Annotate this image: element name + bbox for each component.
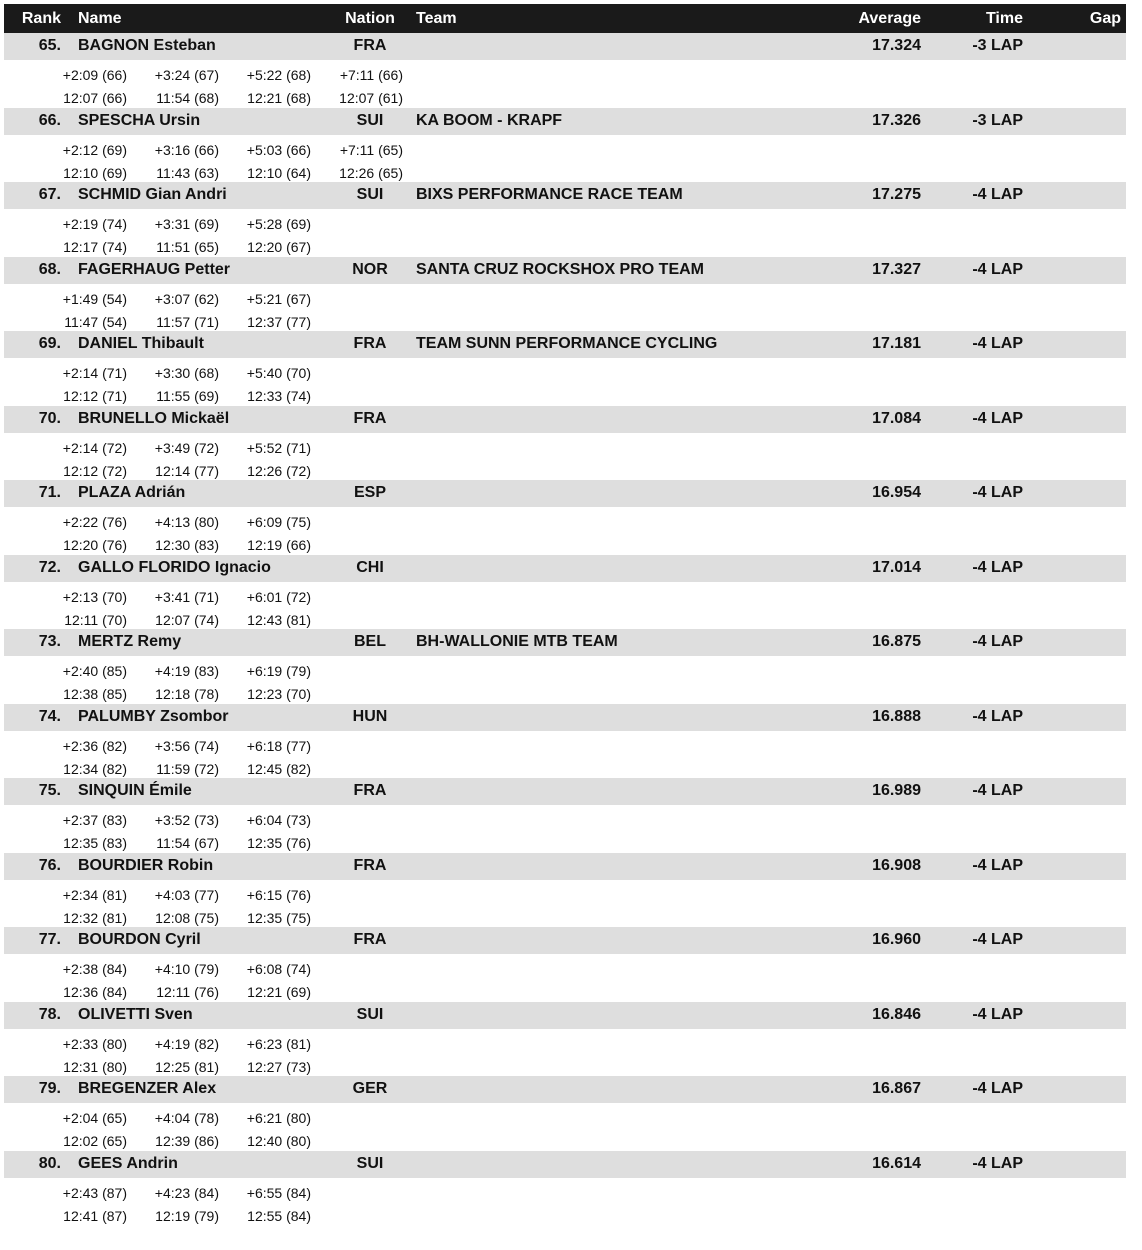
rider-summary[interactable] — [4, 778, 1126, 805]
split-lap: 12:08 (75) — [155, 909, 219, 926]
rider-rank: 69. — [38, 335, 61, 352]
split-gap: +5:40 (70) — [246, 365, 311, 381]
split-lap: 11:54 (68) — [156, 90, 219, 106]
rider-name: PLAZA Adrián — [78, 484, 186, 501]
rider-row — [4, 1151, 1126, 1226]
split-lap: 12:35 (75) — [247, 909, 311, 926]
split-lap: 12:07 (61) — [339, 90, 403, 106]
split-lap: 12:18 (78) — [155, 686, 219, 702]
rider-summary[interactable] — [4, 1076, 1126, 1103]
rider-nation: FRA — [353, 931, 387, 948]
split-gap: +4:23 (84) — [154, 1184, 219, 1201]
rider-team: TEAM SUNN PERFORMANCE CYCLING — [416, 335, 718, 352]
split-lap: 12:38 (85) — [63, 686, 127, 702]
rider-name: GALLO FLORIDO Ignacio — [78, 558, 271, 576]
split-gap: +3:52 (73) — [154, 812, 219, 828]
rider-time: -3 LAP — [972, 37, 1023, 54]
split-lap: 12:23 (70) — [247, 686, 311, 702]
split-lap: 12:21 (68) — [247, 90, 311, 106]
rider-summary[interactable] — [4, 406, 1126, 433]
split-gap: +6:23 (81) — [246, 1035, 311, 1052]
split-lap: 12:30 (83) — [155, 537, 219, 553]
rider-time: -4 LAP — [972, 1005, 1023, 1023]
rider-rank: 80. — [38, 1154, 61, 1172]
split-gap: +6:19 (79) — [246, 663, 311, 679]
rider-time: -4 LAP — [972, 931, 1023, 948]
split-lap: 12:37 (77) — [247, 313, 311, 330]
split-gap: +4:13 (80) — [154, 514, 219, 530]
split-gap: +5:21 (67) — [246, 290, 311, 307]
rider-summary[interactable] — [4, 182, 1126, 209]
split-gap: +4:04 (78) — [154, 1110, 219, 1126]
rider-average: 16.888 — [872, 707, 921, 725]
split-lap: 12:39 (86) — [155, 1133, 219, 1149]
split-gap: +6:08 (74) — [246, 961, 311, 977]
rider-time: -4 LAP — [972, 633, 1023, 650]
rider-name: BAGNON Esteban — [78, 37, 216, 54]
rider-name: BREGENZER Alex — [78, 1080, 217, 1097]
split-gap: +4:19 (83) — [154, 663, 219, 679]
header-gap[interactable]: Gap — [1089, 10, 1121, 27]
rider-average: 16.867 — [872, 1080, 921, 1097]
rider-rank: 66. — [38, 111, 61, 129]
rider-row — [4, 406, 1126, 481]
split-lap: 12:12 (71) — [63, 388, 127, 404]
split-gap: +2:40 (85) — [62, 663, 127, 679]
split-gap: +6:55 (84) — [246, 1184, 311, 1201]
rider-average: 16.954 — [872, 484, 921, 501]
split-lap: 12:12 (72) — [63, 462, 127, 479]
rider-name: PALUMBY Zsombor — [78, 707, 229, 725]
header-nation[interactable]: Nation — [345, 10, 395, 27]
rider-name: BOURDIER Robin — [78, 856, 214, 874]
rider-nation: SUI — [356, 1005, 384, 1023]
split-gap: +2:04 (65) — [62, 1110, 127, 1126]
split-gap: +2:09 (66) — [62, 67, 127, 83]
split-gap: +3:49 (72) — [154, 439, 219, 456]
split-gap: +1:49 (54) — [62, 290, 127, 307]
rider-row — [4, 704, 1126, 779]
split-lap: 12:31 (80) — [63, 1058, 127, 1075]
split-lap: 12:33 (74) — [247, 388, 311, 404]
split-gap: +4:10 (79) — [154, 961, 219, 977]
rider-nation: FRA — [353, 409, 387, 427]
rider-average: 17.275 — [872, 186, 921, 203]
rider-rank: 74. — [38, 707, 61, 725]
split-gap: +3:41 (71) — [154, 588, 219, 605]
split-lap: 12:20 (67) — [247, 239, 311, 255]
rider-summary[interactable] — [4, 853, 1126, 880]
rider-summary[interactable] — [4, 33, 1126, 60]
split-lap: 12:07 (74) — [155, 611, 219, 628]
split-gap: +3:30 (68) — [154, 365, 219, 381]
rider-nation: NOR — [352, 260, 388, 278]
rider-rank: 71. — [38, 484, 61, 501]
rider-nation: SUI — [356, 186, 384, 203]
rider-average: 16.846 — [872, 1005, 921, 1023]
rider-average: 16.875 — [872, 633, 921, 650]
rider-nation: GER — [352, 1080, 388, 1097]
split-lap: 11:59 (72) — [156, 760, 219, 777]
rider-name: GEES Andrin — [78, 1154, 178, 1172]
rider-summary[interactable] — [4, 1151, 1126, 1178]
rider-time: -3 LAP — [972, 111, 1023, 129]
rider-average: 17.014 — [872, 558, 921, 576]
table-header — [4, 4, 1126, 33]
split-lap: 12:40 (80) — [247, 1133, 311, 1149]
rider-time: -4 LAP — [972, 260, 1023, 278]
rider-team: KA BOOM - KRAPF — [416, 111, 563, 129]
rider-nation: SUI — [356, 111, 384, 129]
split-gap: +6:04 (73) — [246, 812, 311, 828]
split-gap: +2:22 (76) — [62, 514, 127, 530]
rider-time: -4 LAP — [972, 558, 1023, 576]
header-average[interactable]: Average — [858, 10, 921, 27]
split-lap: 12:41 (87) — [63, 1207, 127, 1224]
split-lap: 12:25 (81) — [155, 1058, 219, 1075]
split-lap: 12:17 (74) — [63, 239, 127, 255]
split-gap: +2:12 (69) — [62, 141, 127, 158]
split-gap: +6:09 (75) — [246, 514, 311, 530]
rider-name: FAGERHAUG Petter — [78, 260, 231, 278]
rider-team: BIXS PERFORMANCE RACE TEAM — [416, 186, 683, 203]
rider-name: OLIVETTI Sven — [78, 1005, 193, 1023]
rider-name: DANIEL Thibault — [78, 335, 204, 352]
rider-row — [4, 1002, 1126, 1077]
rider-rank: 75. — [38, 782, 61, 799]
split-lap: 12:55 (84) — [247, 1207, 311, 1224]
rider-average: 17.181 — [872, 335, 921, 352]
split-lap: 11:43 (63) — [156, 164, 219, 181]
header-rank[interactable]: Rank — [21, 10, 61, 27]
rider-row — [4, 853, 1126, 928]
rider-time: -4 LAP — [972, 409, 1023, 427]
rider-time: -4 LAP — [972, 1154, 1023, 1172]
rider-summary[interactable] — [4, 555, 1126, 582]
split-gap: +3:07 (62) — [154, 290, 219, 307]
split-lap: 12:43 (81) — [247, 611, 311, 628]
split-gap: +6:18 (77) — [246, 737, 311, 754]
rider-rank: 73. — [38, 633, 61, 650]
split-lap: 12:02 (65) — [63, 1133, 127, 1149]
rider-rank: 77. — [38, 931, 61, 948]
split-gap: +3:56 (74) — [154, 737, 219, 754]
rider-time: -4 LAP — [972, 782, 1023, 799]
split-lap: 12:27 (73) — [247, 1058, 311, 1075]
rider-rank: 79. — [38, 1080, 61, 1097]
rider-nation: SUI — [356, 1154, 384, 1172]
rider-row — [4, 555, 1126, 630]
rider-time: -4 LAP — [972, 484, 1023, 501]
split-lap: 11:55 (69) — [156, 388, 219, 404]
split-lap: 11:54 (67) — [156, 835, 219, 851]
header-team[interactable]: Team — [416, 10, 457, 27]
results-table — [4, 4, 1126, 1225]
split-gap: +6:01 (72) — [246, 588, 311, 605]
split-gap: +7:11 (66) — [339, 67, 403, 83]
rider-row — [4, 629, 1126, 704]
split-gap: +2:33 (80) — [62, 1035, 127, 1052]
rider-summary[interactable] — [4, 108, 1126, 135]
rider-summary[interactable] — [4, 257, 1126, 284]
split-lap: 12:35 (83) — [63, 835, 127, 851]
rider-average: 16.989 — [872, 782, 921, 799]
split-lap: 12:34 (82) — [63, 760, 127, 777]
split-gap: +5:52 (71) — [246, 439, 311, 456]
split-gap: +2:14 (72) — [62, 439, 127, 456]
split-gap: +5:22 (68) — [246, 67, 311, 83]
split-gap: +7:11 (65) — [339, 141, 403, 158]
split-lap: 12:20 (76) — [63, 537, 127, 553]
rider-average: 16.908 — [872, 856, 921, 874]
rider-average: 17.326 — [872, 111, 921, 129]
split-lap: 12:11 (76) — [156, 984, 219, 1000]
rider-average: 17.327 — [872, 260, 921, 278]
rider-nation: FRA — [353, 335, 387, 352]
split-gap: +2:37 (83) — [62, 812, 127, 828]
split-lap: 11:57 (71) — [156, 313, 219, 330]
rider-average: 17.324 — [872, 37, 921, 54]
split-gap: +6:15 (76) — [246, 886, 311, 903]
split-lap: 12:26 (65) — [339, 164, 403, 181]
split-gap: +2:34 (81) — [62, 886, 127, 903]
rider-rank: 67. — [38, 186, 61, 203]
split-lap: 12:10 (64) — [247, 164, 311, 181]
split-gap: +2:13 (70) — [62, 588, 127, 605]
rider-average: 16.614 — [872, 1154, 921, 1172]
rider-time: -4 LAP — [972, 186, 1023, 203]
rider-row — [4, 480, 1126, 555]
rider-name: SCHMID Gian Andri — [78, 186, 227, 203]
split-lap: 11:47 (54) — [64, 313, 127, 330]
rider-rank: 70. — [38, 409, 61, 427]
rider-rank: 65. — [38, 37, 61, 54]
header-time[interactable]: Time — [985, 10, 1023, 27]
rider-row — [4, 257, 1126, 332]
rider-rank: 72. — [38, 558, 61, 576]
rider-average: 17.084 — [872, 409, 921, 427]
split-gap: +3:31 (69) — [154, 216, 219, 232]
split-lap: 12:10 (69) — [63, 164, 127, 181]
split-lap: 12:07 (66) — [63, 90, 127, 106]
split-gap: +2:38 (84) — [62, 961, 127, 977]
rider-row — [4, 331, 1126, 406]
rider-name: BRUNELLO Mickaël — [78, 409, 230, 427]
rider-rank: 68. — [38, 260, 61, 278]
rider-nation: FRA — [353, 782, 387, 799]
rider-rank: 78. — [38, 1005, 61, 1023]
rider-name: MERTZ Remy — [78, 633, 182, 650]
rider-summary[interactable] — [4, 704, 1126, 731]
rider-row — [4, 182, 1126, 257]
split-gap: +6:21 (80) — [246, 1110, 311, 1126]
rider-average: 16.960 — [872, 931, 921, 948]
rider-row — [4, 33, 1126, 108]
rider-summary[interactable] — [4, 480, 1126, 507]
rider-summary[interactable] — [4, 927, 1126, 954]
rider-nation: FRA — [353, 37, 387, 54]
rider-name: SINQUIN Émile — [78, 782, 192, 799]
split-lap: 11:51 (65) — [156, 239, 219, 255]
split-gap: +3:16 (66) — [154, 141, 219, 158]
rider-nation: CHI — [356, 558, 384, 576]
split-gap: +2:43 (87) — [62, 1184, 127, 1201]
split-lap: 12:11 (70) — [64, 611, 127, 628]
split-lap: 12:21 (69) — [247, 984, 311, 1000]
split-gap: +4:03 (77) — [154, 886, 219, 903]
split-gap: +4:19 (82) — [154, 1035, 219, 1052]
split-gap: +2:36 (82) — [62, 737, 127, 754]
rider-nation: BEL — [354, 633, 386, 650]
split-gap: +2:14 (71) — [62, 365, 127, 381]
split-gap: +5:28 (69) — [246, 216, 311, 232]
rider-time: -4 LAP — [972, 1080, 1023, 1097]
rider-nation: HUN — [352, 707, 388, 725]
split-gap: +3:24 (67) — [154, 67, 219, 83]
rider-team: BH-WALLONIE MTB TEAM — [416, 633, 618, 650]
rider-row — [4, 108, 1126, 183]
split-lap: 12:26 (72) — [247, 462, 311, 479]
rider-nation: ESP — [353, 484, 386, 501]
rider-summary[interactable] — [4, 331, 1126, 358]
split-gap: +2:19 (74) — [62, 216, 127, 232]
split-lap: 12:45 (82) — [247, 760, 311, 777]
rider-row — [4, 927, 1126, 1002]
rider-row — [4, 1076, 1126, 1151]
rider-nation: FRA — [353, 856, 387, 874]
split-lap: 12:14 (77) — [155, 462, 219, 479]
split-lap: 12:35 (76) — [247, 835, 311, 851]
split-lap: 12:19 (79) — [155, 1207, 219, 1224]
split-lap: 12:36 (84) — [63, 984, 127, 1000]
rider-team: SANTA CRUZ ROCKSHOX PRO TEAM — [416, 260, 704, 278]
rider-rank: 76. — [38, 856, 61, 874]
rider-name: SPESCHA Ursin — [78, 111, 201, 129]
rider-time: -4 LAP — [972, 335, 1023, 352]
split-gap: +5:03 (66) — [246, 141, 311, 158]
rider-row — [4, 778, 1126, 853]
rider-rows — [4, 33, 1126, 1225]
rider-time: -4 LAP — [972, 856, 1023, 874]
split-lap: 12:19 (66) — [247, 537, 311, 553]
rider-summary[interactable] — [4, 629, 1126, 656]
header-name[interactable]: Name — [78, 10, 122, 27]
rider-name: BOURDON Cyril — [78, 931, 201, 948]
rider-summary[interactable] — [4, 1002, 1126, 1029]
split-lap: 12:32 (81) — [63, 909, 127, 926]
rider-time: -4 LAP — [972, 707, 1023, 725]
